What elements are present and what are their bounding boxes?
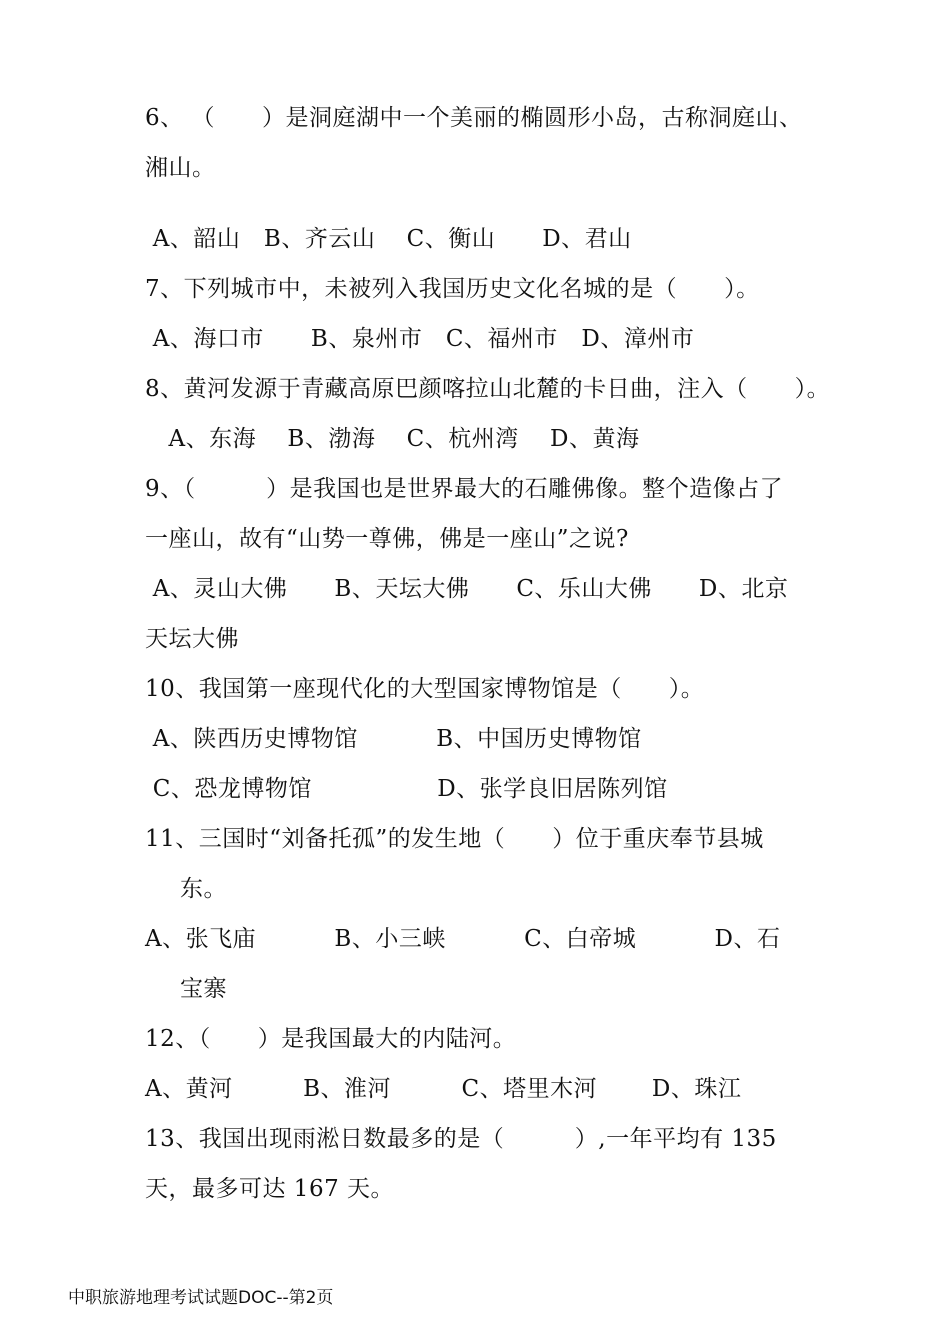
question-12-line-1: 12、（ ）是我国最大的内陆河。: [145, 1026, 517, 1052]
question-13-line-2: 天，最多可达 167 天。: [145, 1176, 395, 1202]
question-10-options-cd: C、恐龙博物馆 D、张学良旧居陈列馆: [145, 776, 668, 802]
question-11-options: A、张飞庙 B、小三峡 C、白帝城 D、石: [145, 926, 781, 952]
question-13-line-1: 13、我国出现雨淞日数最多的是（ ）,一年平均有 135: [145, 1126, 777, 1152]
page-footer: 中职旅游地理考试试题DOC--第2页: [68, 1288, 334, 1308]
question-10-options-ab: A、陕西历史博物馆 B、中国历史博物馆: [145, 726, 642, 752]
question-11-line-1: 11、三国时“刘备托孤”的发生地（ ）位于重庆奉节县城: [145, 826, 764, 852]
question-6-options: A、韶山 B、齐云山 C、衡山 D、君山: [145, 226, 632, 252]
question-7-options: A、海口市 B、泉州市 C、福州市 D、漳州市: [145, 326, 695, 352]
question-11-line-2: 东。: [180, 876, 227, 902]
question-9-line-2: 一座山，故有“山势一尊佛，佛是一座山”之说?: [145, 526, 629, 552]
question-9-line-1: 9、（ ）是我国也是世界最大的石雕佛像。整个造像占了: [145, 476, 784, 502]
question-9-options-cont: 天坛大佛: [145, 626, 239, 652]
question-8-line-1: 8、黄河发源于青藏高原巴颜喀拉山北麓的卡日曲，注入（ ）。: [145, 376, 831, 402]
question-11-options-cont: 宝寨: [180, 976, 227, 1002]
question-10-line-1: 10、我国第一座现代化的大型国家博物馆是（ ）。: [145, 676, 705, 702]
question-8-options: A、东海 B、渤海 C、杭州湾 D、黄海: [145, 426, 640, 452]
question-6-line-2: 湘山。: [145, 155, 216, 181]
question-12-options: A、黄河 B、淮河 C、塔里木河 D、珠江: [145, 1076, 742, 1102]
question-6-line-1: 6、 （ ）是洞庭湖中一个美丽的椭圆形小岛，古称洞庭山、: [145, 105, 803, 131]
question-7-line-1: 7、下列城市中，未被列入我国历史文化名城的是（ ）。: [145, 276, 760, 302]
question-9-options: A、灵山大佛 B、天坛大佛 C、乐山大佛 D、北京: [145, 576, 789, 602]
